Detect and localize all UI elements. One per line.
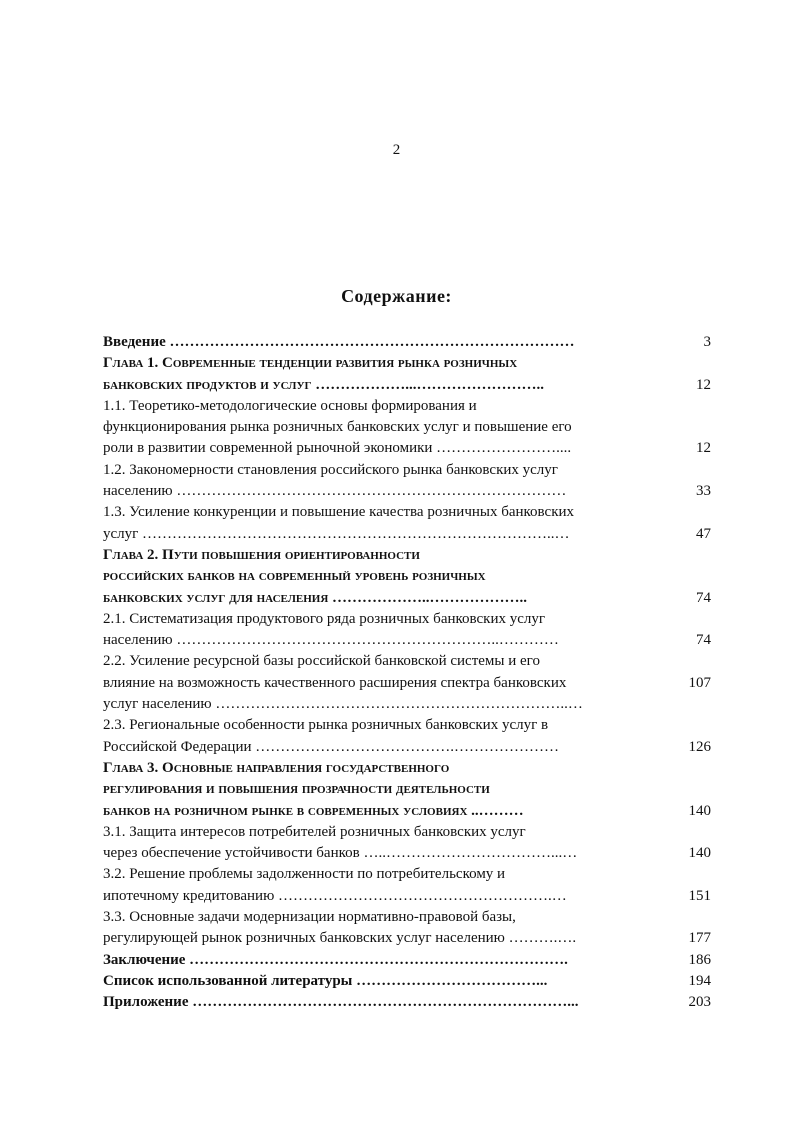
toc-entry-text: Глава 1. Современные тенденции развития рынка розничных <box>103 355 518 372</box>
toc-entry-text: 1.3. Усиление конкуренции и повышение качества розничных банковских <box>103 504 575 521</box>
toc-entry-text: 2.2. Усиление ресурсной базы российской банковской системы и его <box>103 653 540 670</box>
toc-line <box>103 417 711 438</box>
toc-entry-text: услуг населению ……………………………………………………………..… <box>103 696 583 713</box>
toc-page-number: 140 <box>688 802 711 819</box>
toc-line <box>103 588 711 609</box>
toc-line <box>103 971 711 992</box>
toc-line <box>103 801 711 822</box>
toc-page-number: 194 <box>688 972 711 989</box>
toc-line <box>103 630 711 651</box>
toc-line <box>103 524 711 545</box>
toc-entry-text: Российской Федерации ………………………………….………………… <box>103 738 560 755</box>
toc-entry-text: населению ………………………………………………………..………… <box>103 632 559 649</box>
toc-line <box>103 822 711 843</box>
toc-page-number: 74 <box>696 632 711 649</box>
toc-line <box>103 460 711 481</box>
toc-entry-text: услуг ………………………………………………………………………..… <box>103 525 570 542</box>
toc-page-number: 47 <box>696 525 711 542</box>
toc-entry-text: Список использованной литературы ………………………………... <box>103 972 548 989</box>
toc-entry-text: Глава 2. Пути повышения ориентированности <box>103 546 420 563</box>
toc-line <box>103 907 711 928</box>
toc-line <box>103 375 711 396</box>
toc-line <box>103 864 711 885</box>
toc-entry-text: банковских услуг для населения ………………..……………….. <box>103 589 528 606</box>
toc-page-number: 186 <box>688 951 711 968</box>
toc-page-number: 12 <box>696 376 711 393</box>
toc-page-number: 3 <box>703 334 711 350</box>
toc-line <box>103 502 711 523</box>
toc-page-number: 33 <box>696 483 711 500</box>
toc-title: Содержание: <box>341 286 452 306</box>
toc-line <box>103 715 711 736</box>
toc-line <box>103 609 711 630</box>
toc-line <box>103 992 711 1013</box>
toc-line <box>103 332 711 353</box>
toc-line <box>103 886 711 907</box>
toc-entry-text: 3.3. Основные задачи модернизации нормативно-правовой базы, <box>103 909 516 926</box>
toc-entry-text: регулирующей рынок розничных банковских услуг населению ……….…. <box>103 930 577 947</box>
toc-entry-text: 2.3. Региональные особенности рынка розничных банковских услуг в <box>103 717 549 734</box>
toc-entry-text: функционирования рынка розничных банковских услуг и повышение его <box>103 419 572 436</box>
toc-entry-text: через обеспечение устойчивости банков …..……………………………...… <box>103 845 578 862</box>
toc-entry-text: 1.2. Закономерности становления российского рынка банковских услуг <box>103 461 558 478</box>
toc-line <box>103 353 711 374</box>
toc-entry-text: Заключение …………………………………………………………………. <box>103 951 568 968</box>
toc-line <box>103 779 711 800</box>
toc-page-number: 177 <box>688 930 711 947</box>
toc-entry-text: населению …………………………………………………………………… <box>103 483 567 500</box>
toc-page-number: 107 <box>688 674 711 691</box>
toc-entry-text: влияние на возможность качественного расширения спектра банковских <box>103 674 567 691</box>
page-number: 2 <box>392 142 401 158</box>
toc-entry-text: регулирования и повышения прозрачности деятельности <box>103 781 490 798</box>
toc-page-number: 203 <box>688 994 711 1011</box>
toc-line <box>103 481 711 502</box>
toc-page-number: 126 <box>688 738 711 755</box>
toc-entry-text: 3.2. Решение проблемы задолженности по потребительскому и <box>103 866 506 883</box>
toc-page-number: 74 <box>696 589 711 606</box>
toc-line <box>103 694 711 715</box>
toc-line <box>103 737 711 758</box>
toc-line <box>103 438 711 459</box>
toc-line <box>103 673 711 694</box>
toc-entry-text: Введение ……………………………………………………………………… <box>103 334 575 350</box>
toc-entry-text: банков на розничном рынке в современных условиях ..……… <box>103 802 524 819</box>
table-of-contents <box>103 332 711 1014</box>
toc-entry-text: роли в развитии современной рыночной экономики …………………….... <box>103 440 572 457</box>
toc-entry-text: российских банков на современный уровень розничных <box>103 568 486 585</box>
toc-entry-text: 2.1. Систематизация продуктового ряда розничных банковских услуг <box>103 610 546 627</box>
toc-entry-text: 3.1. Защита интересов потребителей розничных банковских услуг <box>103 823 526 840</box>
toc-entry-text: ипотечному кредитованию ……………………………………………….… <box>103 887 567 904</box>
toc-line <box>103 758 711 779</box>
toc-page-number: 151 <box>688 887 711 904</box>
toc-line <box>103 566 711 587</box>
toc-line <box>103 396 711 417</box>
toc-line <box>103 651 711 672</box>
toc-line <box>103 950 711 971</box>
toc-entry-text: банковских продуктов и услуг ………………...…………………….. <box>103 376 545 393</box>
toc-entry-text: 1.1. Теоретико-методологические основы формирования и <box>103 397 477 414</box>
toc-line <box>103 545 711 566</box>
toc-line <box>103 843 711 864</box>
toc-page-number: 140 <box>688 845 711 862</box>
toc-line <box>103 928 711 949</box>
toc-entry-text: Глава 3. Основные направления государственного <box>103 759 450 776</box>
toc-entry-text: Приложение …………………………………………………………………... <box>103 994 579 1011</box>
toc-page-number: 12 <box>696 440 711 457</box>
